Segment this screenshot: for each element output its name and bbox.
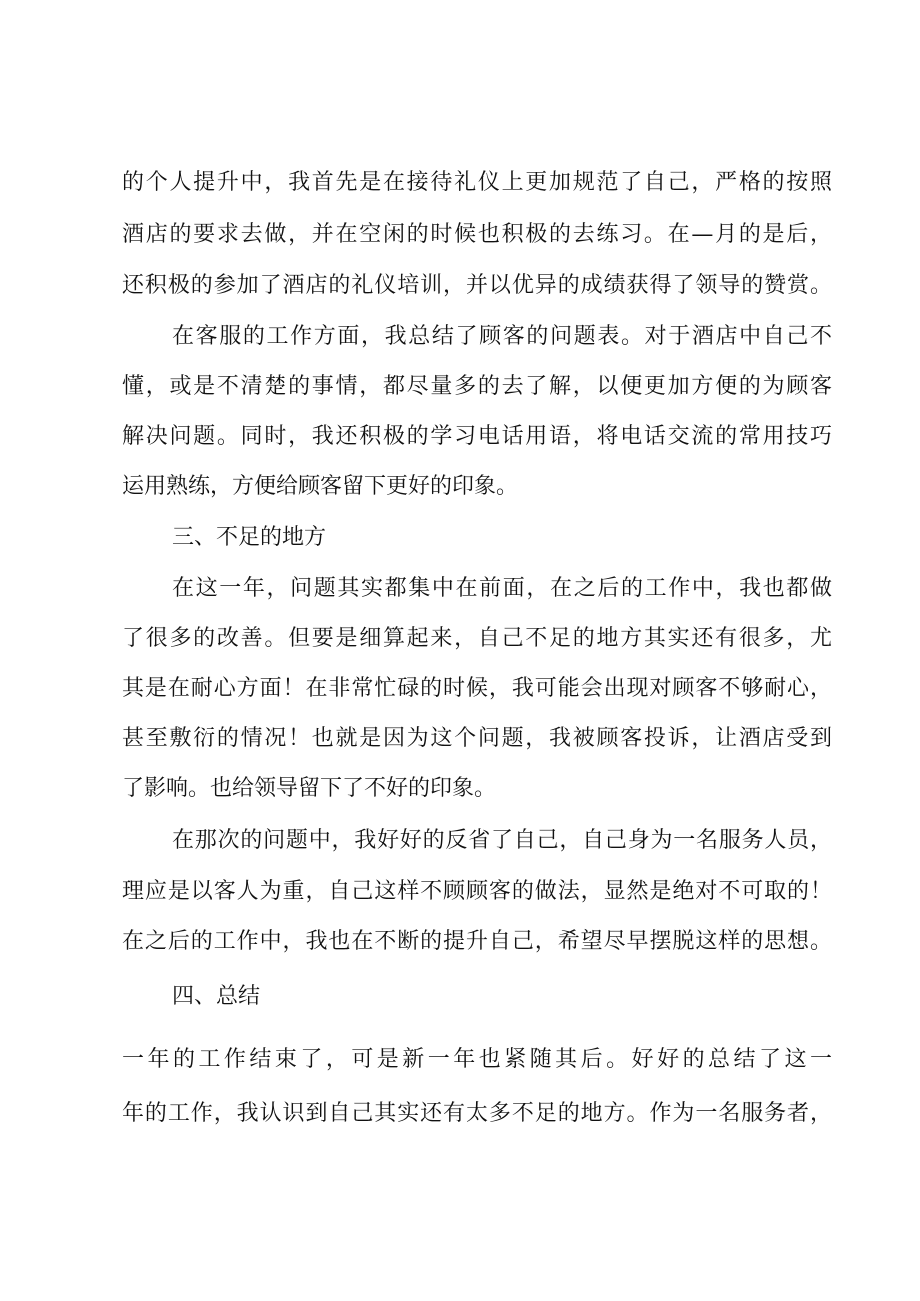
paragraph-5-line-1: 在那次的问题中，我好好的反省了自己，自己身为一名服务人员，	[172, 828, 832, 853]
paragraph-1-line-3: 还积极的参加了酒店的礼仪培训，并以优异的成绩获得了领导的赞赏。	[122, 273, 832, 298]
paragraph-2-line-3: 解决问题。同时，我还积极的学习电话用语，将电话交流的常用技巧	[122, 424, 832, 449]
paragraph-6-line-1: 一年的工作结束了，可是新一年也紧随其后。好好的总结了这一	[122, 1047, 832, 1072]
section-heading-4: 四、总结	[172, 984, 261, 1009]
paragraph-5-line-2: 理应是以客人为重，自己这样不顾顾客的做法，显然是绝对不可取的！	[122, 879, 832, 904]
paragraph-4-line-2: 了很多的改善。但要是细算起来，自己不足的地方其实还有很多，尤	[122, 626, 832, 651]
paragraph-5-line-3: 在之后的工作中，我也在不断的提升自己，希望尽早摆脱这样的思想。	[122, 929, 832, 954]
paragraph-4-line-5: 了影响。也给领导留下了不好的印象。	[122, 776, 497, 801]
section-heading-3: 三、不足的地方	[172, 525, 327, 550]
paragraph-1-line-1: 的个人提升中，我首先是在接待礼仪上更加规范了自己，严格的按照	[122, 170, 832, 195]
paragraph-6-line-2: 年的工作，我认识到自己其实还有太多不足的地方。作为一名服务者，	[122, 1101, 832, 1126]
paragraph-4-line-4: 甚至敷衍的情况！也就是因为这个问题，我被顾客投诉，让酒店受到	[122, 726, 832, 751]
paragraph-2-line-1: 在客服的工作方面，我总结了顾客的问题表。对于酒店中自己不	[172, 324, 832, 349]
paragraph-4-line-1: 在这一年，问题其实都集中在前面，在之后的工作中，我也都做	[172, 576, 832, 601]
paragraph-2-line-4: 运用熟练，方便给顾客留下更好的印象。	[122, 474, 519, 499]
paragraph-1-line-2: 酒店的要求去做，并在空闲的时候也积极的去练习。在—月的是后，	[122, 222, 832, 247]
paragraph-4-line-3: 其是在耐心方面！在非常忙碌的时候，我可能会出现对顾客不够耐心，	[122, 676, 832, 701]
paragraph-2-line-2: 懂，或是不清楚的事情，都尽量多的去了解，以便更加方便的为顾客	[122, 374, 832, 399]
